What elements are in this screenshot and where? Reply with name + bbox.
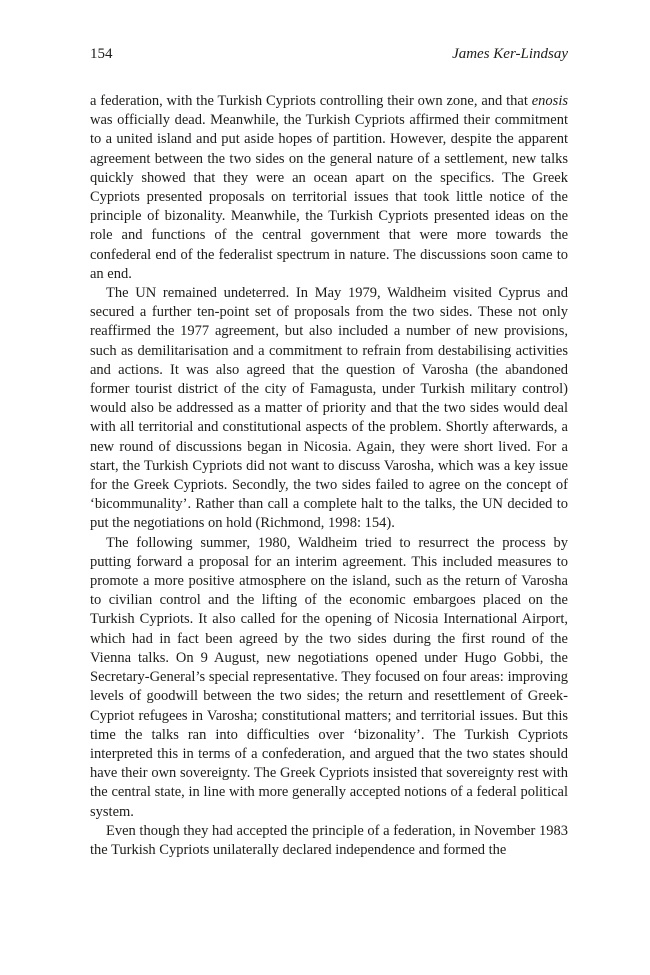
paragraph-2: The UN remained undeterred. In May 1979, Waldheim visited Cyprus and secured a further ten-point set of proposals from the two sides. These not only reaffirmed the 1977 agreement, but also included a number of new provisions, such as demilitarisation and a commitment to refrain from destabilising activities and actions. It was also agreed that the question of Varosha (the abandoned former tourist district of the city of Famagusta, under Turkish military control) would also be addressed as a matter of priority and that the two sides would deal with all territorial and constitutional aspects of the problem. Shortly afterwards, a new round of discussions began in Nicosia. Again, they were short lived. For a start, the Turkish Cypriots did not want to discuss Varosha, which was a key issue for the Greek Cypriots. Secondly, the two sides failed to agree on the concept of ‘bicommunality’. Rather than call a complete halt to the talks, the UN decided to put the negotiations on hold (Richmond, 1998: 154). <box>90 285 568 532</box>
paragraph-1-start: a federation, with the Turkish Cypriots controlling their own zone, and that <box>90 93 532 109</box>
paragraph-3: The following summer, 1980, Waldheim tried to resurrect the process by putting forward a proposal for an interim agreement. This included measures to promote a more positive atmosphere on the island, such as the return of Varosha to civilian control and the lifting of the economic embargoes placed on the Turkish Cypriots. It also called for the opening of Nicosia International Airport, which had in fact been agreed by the two sides during the first round of the Vienna talks. On 9 August, new negotiations opened under Hugo Gobbi, the Secretary-General’s special representative. They focused on four areas: improving levels of goodwill between the two sides; the return and resettlement of Greek-Cypriot refugees in Varosha; constitutional matters; and territorial issues. But this time the talks ran into difficulties over ‘bizonality’. The Turkish Cypriots interpreted this in terms of a confederation, and argued that the two states should have their own sovereignty. The Greek Cypriots insisted that sovereignty rest with the central state, in line with more generally accepted notions of a federal political system. <box>90 534 568 820</box>
running-head <box>90 44 568 64</box>
page-number: 154 <box>90 46 113 62</box>
enosis-italic-term: enosis <box>531 93 568 109</box>
paragraph-1 <box>90 92 568 284</box>
paragraph-1-rest: was officially dead. Meanwhile, the Turkish Cypriots affirmed their commitment to a united island and put aside hopes of partition. However, despite the apparent agreement between the two sides on the general nature of a settlement, new talks quickly showed that they were an ocean apart on the specifics. The Greek Cypriots presented proposals on territorial issues that took little notice of the principle of bizonality. Meanwhile, the Turkish Cypriots presented ideas on the role and functions of the central government that were more towards the confederal end of the federalist spectrum in nature. The discussions soon came to an end. <box>90 112 568 282</box>
paragraph-4: Even though they had accepted the principle of a federation, in November 1983 the Turkish Cypriots unilaterally declared independence and formed the <box>90 822 568 858</box>
body-text <box>90 92 568 860</box>
running-title-author: James Ker-Lindsay <box>452 46 568 62</box>
